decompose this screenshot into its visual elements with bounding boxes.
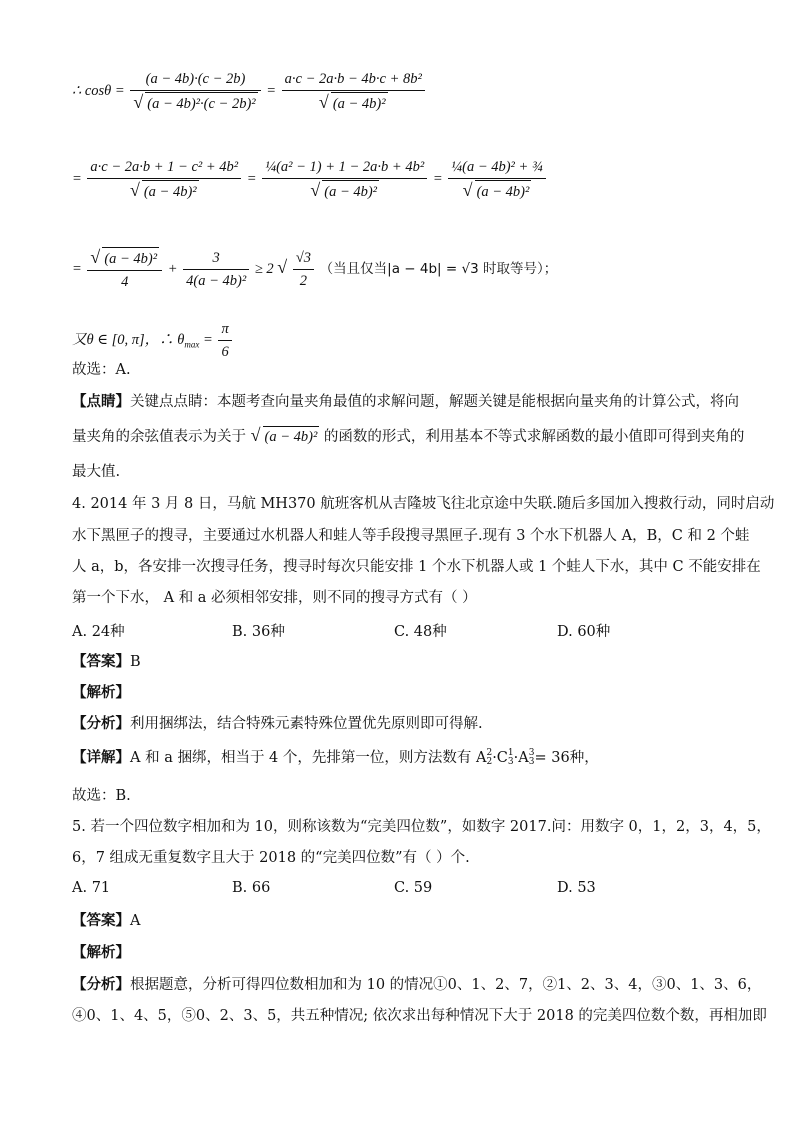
derivation-line-3: = $\frac{\text{√ (a − 4b)²}}{4}$ + $\frac{3}{\text{4(a − 4b)²}}$ ≥ 2 √ $\frac{√3}{2}$ （当且仅当|a − 4b| = √3 时取等号）； xyxy=(72,246,557,293)
fraction-denominator: √ (a − 4b)² xyxy=(448,179,546,203)
fraction-denominator: 6 xyxy=(221,344,229,360)
question-4-line-3: 人 a，b，各安排一次搜寻任务，搜寻时每次只能安排 1 个水下机器人或 1 个蛙人下水，其中 C 不能安排在 xyxy=(72,559,761,575)
fraction xyxy=(183,247,249,292)
derivation-line-2: = $\frac{\text{a·c − 2a·b + 1 − c² + 4b²}}{\text{√ (a − 4b)²}}$ = $\frac{\text{¼(a² − 1) + 1 − 2a·b + 4b²}}{\text{√ (a − 4b)²}}$ = $\frac{\text{¼(a − 4b)² + ¾}}{\text{√ (a − 4b)²}}$ xyxy=(72,156,548,203)
comment-line-1 xyxy=(72,392,739,412)
answer-tag: 【答案】 xyxy=(72,653,130,670)
range-statement: 又θ ∈ [0, π]，∴ θ xyxy=(72,331,185,348)
answer-value: A xyxy=(130,913,141,929)
option-b: B. 36种 xyxy=(232,624,285,640)
detail-text: ·C xyxy=(492,750,508,766)
fraction-denominator: 4 xyxy=(121,274,129,290)
summary-tag: 【分析】 xyxy=(72,976,130,993)
fraction-denominator: √ (a − 4b)² xyxy=(87,179,241,203)
answer-value: B xyxy=(130,654,141,670)
fraction xyxy=(130,68,260,115)
sqrt-expression: (a − 4b)² xyxy=(331,92,388,115)
answer-choice-line: 故选：A. xyxy=(72,362,131,378)
cos-theta-label: ∴ cosθ = xyxy=(72,82,125,99)
option-a: A. 24种 xyxy=(72,624,125,640)
option-d: D. 53 xyxy=(557,880,596,896)
detail-line: 【详解】A 和 a 捆绑，相当于 4 个，先排第一位，则方法数有 A 2 2 ·C 1 3 ·A 3 3 = 36种， xyxy=(72,748,599,767)
inequality-sign: ≥ 2 xyxy=(254,260,274,277)
option-c: C. 48种 xyxy=(394,624,447,640)
sqrt-expression: (a − 4b)² xyxy=(263,426,320,447)
question-5-line-2: 6，7 组成无重复数字且大于 2018 的“完美四位数”有（ ）个. xyxy=(72,850,470,866)
sqrt-expression: 4(a − 4b)² xyxy=(186,273,247,289)
fraction xyxy=(448,156,546,203)
answer-tag: 【答案】 xyxy=(72,912,130,929)
subscript: max xyxy=(184,339,200,350)
sqrt-expression: (a − 4b)² xyxy=(322,180,379,203)
option-a: A. 71 xyxy=(72,880,111,896)
fraction-numerator: a·c − 2a·b + 1 − c² + 4b² xyxy=(87,156,241,179)
answer-line xyxy=(72,911,140,931)
fraction-numerator: 3 xyxy=(183,247,249,270)
analysis-tag: 【解析】 xyxy=(72,684,130,701)
fraction-numerator: (a − 4b)·(c − 2b) xyxy=(130,68,260,91)
fraction-denominator: √ (a − 4b)²·(c − 2b)² xyxy=(130,91,260,115)
derivation-line-4 xyxy=(72,318,234,363)
fraction-numerator: ¼(a² − 1) + 1 − 2a·b + 4b² xyxy=(262,156,427,179)
summary-text: 利用捆绑法，结合特殊元素特殊位置优先原则即可得解. xyxy=(130,716,483,732)
fraction-denominator: √ (a − 4b)² xyxy=(262,179,427,203)
question-5-line-1: 5. 若一个四位数字相加和为 10，则称该数为“完美四位数”，如数字 2017.问：用数字 0，1，2，3，4，5， xyxy=(72,819,771,835)
comment-text: 关键点点睛：本题考查向量夹角最值的求解问题，解题关键是能根据向量夹角的计算公式，将向 xyxy=(130,394,739,410)
fraction-numerator: a·c − 2a·b − 4b·c + 8b² xyxy=(282,68,425,91)
fraction-denominator: √ (a − 4b)² xyxy=(282,91,425,115)
fraction-denominator: 2 xyxy=(299,273,308,289)
fraction-numerator: √ (a − 4b)² xyxy=(87,246,162,271)
detail-text: ·A xyxy=(513,750,529,766)
sqrt-expression: (a − 4b)² xyxy=(142,180,199,203)
comment-tag: 【点睛】 xyxy=(72,393,130,410)
question-4-line-1: 4. 2014 年 3 月 8 日，马航 MH370 航班客机从吉隆坡飞往北京途中失联.随后多国加入搜救行动，同时启动 xyxy=(72,496,775,512)
analysis-summary-line-1 xyxy=(72,975,761,995)
question-4-line-4: 第一个下水， A 和 a 必须相邻安排，则不同的搜寻方式有（ ） xyxy=(72,590,477,606)
answer-line xyxy=(72,652,141,672)
fraction xyxy=(87,156,241,203)
fraction xyxy=(218,318,231,363)
option-c: C. 59 xyxy=(394,880,433,896)
sqrt-expression: (a − 4b)² xyxy=(102,247,159,270)
comment-line-2: 量夹角的余弦值表示为关于 √ (a − 4b)² 的函数的形式，利用基本不等式求解函数的最小值即可得到夹角的 xyxy=(72,425,745,445)
question-4-line-2: 水下黑匣子的搜寻，主要通过水机器人和蛙人等手段搜寻黑匣子.现有 3 个水下机器人 A，B，C 和 2 个蛙 xyxy=(72,528,750,544)
detail-text: A 和 a 捆绑，相当于 4 个，先排第一位，则方法数有 A xyxy=(130,750,487,766)
comment-text: 量夹角的余弦值表示为关于 xyxy=(72,429,246,445)
conclusion-line: 故选：B. xyxy=(72,788,131,804)
analysis-summary xyxy=(72,714,483,734)
option-b: B. 66 xyxy=(232,880,271,896)
fraction xyxy=(282,68,425,115)
detail-tag: 【详解】 xyxy=(72,749,130,766)
fraction-numerator: π xyxy=(218,318,231,341)
fraction-numerator: ¼(a − 4b)² + ¾ xyxy=(448,156,546,179)
analysis-summary-line-2: ④0、1、4、5，⑤0、2、3、5，共五种情况; 依次求出每种情况下大于 2018 的完美四位数个数，再相加即 xyxy=(72,1008,767,1024)
sqrt-expression: (a − 4b)² xyxy=(475,180,532,203)
sqrt-expression: (a − 4b)²·(c − 2b)² xyxy=(145,92,257,115)
summary-text: 根据题意，分析可得四位数相加和为 10 的情况①0、1、2、7，②1、2、3、4，③0、1、3、6， xyxy=(130,977,762,993)
equals-sign: = xyxy=(203,331,213,348)
summary-tag: 【分析】 xyxy=(72,715,130,732)
derivation-line-1: ∴ cosθ = $\frac{(a - 4b)\cdot(c - 2b)}{\text{√ (a − 4b)²·(c − 2b)²}}$ = $\frac{\text{a·c − 2a·b − 4b·c + 8b²}}{\text{√ (a − 4b)²}}$ xyxy=(72,68,427,115)
fraction xyxy=(87,246,162,293)
equality-condition-note: （当且仅当|a − 4b| = √3 时取等号）； xyxy=(319,260,558,277)
detail-text: = 36种， xyxy=(534,750,599,766)
fraction xyxy=(262,156,427,203)
option-d: D. 60种 xyxy=(557,624,611,640)
fraction-numerator: √3 xyxy=(293,247,314,270)
comment-text: 的函数的形式，利用基本不等式求解函数的最小值即可得到夹角的 xyxy=(323,429,745,445)
comment-line-3: 最大值. xyxy=(72,464,121,480)
analysis-tag: 【解析】 xyxy=(72,944,130,961)
fraction xyxy=(293,247,314,292)
fraction-denominator xyxy=(183,270,249,292)
